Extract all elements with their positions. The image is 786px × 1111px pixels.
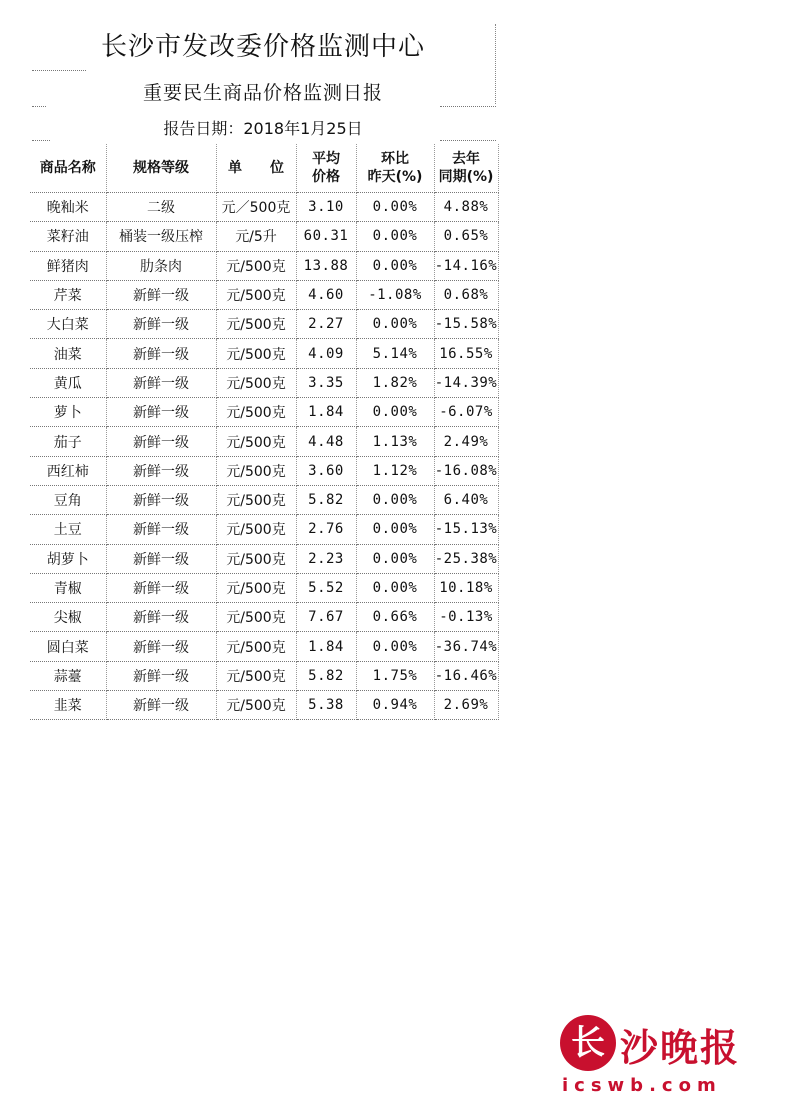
cell-day-change: 0.94% <box>356 691 434 720</box>
cell-yoy-change: -6.07% <box>434 398 498 427</box>
cell-yoy-change: -36.74% <box>434 632 498 661</box>
cell-spec: 新鲜一级 <box>106 573 216 602</box>
divider <box>440 106 496 107</box>
cell-unit: 元/500克 <box>216 280 296 309</box>
cell-avg-price: 5.38 <box>296 691 356 720</box>
logo-mark-icon: 长 <box>560 1015 616 1071</box>
cell-avg-price: 60.31 <box>296 222 356 251</box>
cell-yoy-change: -25.38% <box>434 544 498 573</box>
cell-avg-price: 3.10 <box>296 193 356 222</box>
table-row <box>30 573 498 602</box>
cell-day-change: 0.00% <box>356 222 434 251</box>
cell-unit: 元/500克 <box>216 398 296 427</box>
table-row <box>30 251 498 280</box>
table-row <box>30 691 498 720</box>
cell-day-change: 0.00% <box>356 632 434 661</box>
table-row <box>30 222 498 251</box>
table-row <box>30 310 498 339</box>
cell-avg-price: 1.84 <box>296 398 356 427</box>
cell-unit: 元/500克 <box>216 251 296 280</box>
cell-yoy-change: -14.39% <box>434 368 498 397</box>
cell-spec: 新鲜一级 <box>106 310 216 339</box>
cell-item-name: 油菜 <box>30 339 106 368</box>
cell-spec: 新鲜一级 <box>106 544 216 573</box>
cell-day-change: 5.14% <box>356 339 434 368</box>
cell-spec: 新鲜一级 <box>106 691 216 720</box>
cell-item-name: 尖椒 <box>30 603 106 632</box>
cell-spec: 新鲜一级 <box>106 515 216 544</box>
newspaper-logo <box>560 1011 772 1101</box>
cell-spec: 新鲜一级 <box>106 398 216 427</box>
cell-day-change: 0.00% <box>356 193 434 222</box>
header-yoy-change: 去年 同期(%) <box>434 144 498 193</box>
table-row <box>30 456 498 485</box>
cell-day-change: 1.13% <box>356 427 434 456</box>
cell-yoy-change: -16.08% <box>434 456 498 485</box>
cell-unit: 元/5升 <box>216 222 296 251</box>
table-row <box>30 427 498 456</box>
cell-item-name: 圆白菜 <box>30 632 106 661</box>
header-item-name: 商品名称 <box>30 144 106 193</box>
cell-item-name: 萝卜 <box>30 398 106 427</box>
divider <box>32 70 86 71</box>
divider <box>32 140 50 141</box>
table-row <box>30 632 498 661</box>
cell-avg-price: 5.52 <box>296 573 356 602</box>
table-row <box>30 368 498 397</box>
cell-item-name: 豆角 <box>30 485 106 514</box>
table-row <box>30 339 498 368</box>
report-date: 报告日期：2018年1月25日 <box>163 119 363 138</box>
cell-spec: 二级 <box>106 193 216 222</box>
cell-yoy-change: -0.13% <box>434 603 498 632</box>
cell-item-name: 芹菜 <box>30 280 106 309</box>
cell-day-change: 0.00% <box>356 398 434 427</box>
cell-spec: 肋条肉 <box>106 251 216 280</box>
cell-unit: 元/500克 <box>216 310 296 339</box>
cell-unit: 元/500克 <box>216 573 296 602</box>
table-row <box>30 398 498 427</box>
cell-spec: 新鲜一级 <box>106 661 216 690</box>
cell-item-name: 蒜薹 <box>30 661 106 690</box>
table-row <box>30 603 498 632</box>
cell-spec: 桶装一级压榨 <box>106 222 216 251</box>
table-body <box>30 193 498 720</box>
cell-avg-price: 2.27 <box>296 310 356 339</box>
cell-yoy-change: 0.65% <box>434 222 498 251</box>
header-day-change: 环比 昨天(%) <box>356 144 434 193</box>
divider <box>32 106 46 107</box>
cell-avg-price: 3.35 <box>296 368 356 397</box>
cell-avg-price: 2.23 <box>296 544 356 573</box>
divider <box>440 140 496 141</box>
table-row <box>30 515 498 544</box>
cell-yoy-change: 2.69% <box>434 691 498 720</box>
cell-day-change: 0.00% <box>356 310 434 339</box>
cell-item-name: 胡萝卜 <box>30 544 106 573</box>
cell-yoy-change: 6.40% <box>434 485 498 514</box>
cell-yoy-change: -14.16% <box>434 251 498 280</box>
cell-avg-price: 4.60 <box>296 280 356 309</box>
cell-yoy-change: 2.49% <box>434 427 498 456</box>
cell-yoy-change: 10.18% <box>434 573 498 602</box>
cell-avg-price: 5.82 <box>296 485 356 514</box>
cell-unit: 元/500克 <box>216 691 296 720</box>
cell-yoy-change: -15.58% <box>434 310 498 339</box>
cell-item-name: 大白菜 <box>30 310 106 339</box>
cell-unit: 元/500克 <box>216 632 296 661</box>
cell-spec: 新鲜一级 <box>106 280 216 309</box>
cell-spec: 新鲜一级 <box>106 456 216 485</box>
cell-item-name: 韭菜 <box>30 691 106 720</box>
cell-unit: 元/500克 <box>216 339 296 368</box>
cell-yoy-change: 0.68% <box>434 280 498 309</box>
cell-unit: 元/500克 <box>216 368 296 397</box>
logo-url: icswb.com <box>562 1075 722 1096</box>
cell-yoy-change: 16.55% <box>434 339 498 368</box>
cell-unit: 元/500克 <box>216 456 296 485</box>
table-row <box>30 544 498 573</box>
cell-spec: 新鲜一级 <box>106 368 216 397</box>
cell-day-change: -1.08% <box>356 280 434 309</box>
cell-day-change: 1.75% <box>356 661 434 690</box>
table-row <box>30 280 498 309</box>
cell-yoy-change: -16.46% <box>434 661 498 690</box>
page-title: 长沙市发改委价格监测中心 <box>100 32 425 62</box>
cell-spec: 新鲜一级 <box>106 485 216 514</box>
cell-spec: 新鲜一级 <box>106 339 216 368</box>
cell-day-change: 0.66% <box>356 603 434 632</box>
report-subtitle: 重要民生商品价格监测日报 <box>142 82 383 104</box>
cell-day-change: 1.12% <box>356 456 434 485</box>
table-header-row <box>30 144 498 193</box>
cell-item-name: 土豆 <box>30 515 106 544</box>
header-unit: 单 位 <box>216 144 296 193</box>
cell-day-change: 0.00% <box>356 485 434 514</box>
header-spec: 规格等级 <box>106 144 216 193</box>
cell-avg-price: 13.88 <box>296 251 356 280</box>
cell-unit: 元/500克 <box>216 544 296 573</box>
cell-day-change: 0.00% <box>356 251 434 280</box>
cell-yoy-change: -15.13% <box>434 515 498 544</box>
cell-avg-price: 4.48 <box>296 427 356 456</box>
cell-avg-price: 2.76 <box>296 515 356 544</box>
logo-name: 沙晚报 <box>620 1025 741 1070</box>
cell-spec: 新鲜一级 <box>106 603 216 632</box>
cell-item-name: 西红柿 <box>30 456 106 485</box>
table-row <box>30 661 498 690</box>
cell-yoy-change: 4.88% <box>434 193 498 222</box>
header-avg-price: 平均 价格 <box>296 144 356 193</box>
cell-day-change: 1.82% <box>356 368 434 397</box>
cell-item-name: 鲜猪肉 <box>30 251 106 280</box>
cell-item-name: 茄子 <box>30 427 106 456</box>
cell-spec: 新鲜一级 <box>106 427 216 456</box>
cell-item-name: 黄瓜 <box>30 368 106 397</box>
price-table <box>30 144 499 720</box>
cell-unit: 元／500克 <box>216 193 296 222</box>
cell-unit: 元/500克 <box>216 485 296 514</box>
cell-avg-price: 3.60 <box>296 456 356 485</box>
cell-unit: 元/500克 <box>216 603 296 632</box>
cell-avg-price: 5.82 <box>296 661 356 690</box>
table-row <box>30 485 498 514</box>
cell-day-change: 0.00% <box>356 544 434 573</box>
cell-item-name: 菜籽油 <box>30 222 106 251</box>
cell-item-name: 青椒 <box>30 573 106 602</box>
cell-avg-price: 1.84 <box>296 632 356 661</box>
cell-avg-price: 4.09 <box>296 339 356 368</box>
cell-item-name: 晚籼米 <box>30 193 106 222</box>
cell-avg-price: 7.67 <box>296 603 356 632</box>
cell-unit: 元/500克 <box>216 661 296 690</box>
cell-unit: 元/500克 <box>216 427 296 456</box>
cell-day-change: 0.00% <box>356 515 434 544</box>
table-row <box>30 193 498 222</box>
cell-spec: 新鲜一级 <box>106 632 216 661</box>
cell-unit: 元/500克 <box>216 515 296 544</box>
cell-day-change: 0.00% <box>356 573 434 602</box>
